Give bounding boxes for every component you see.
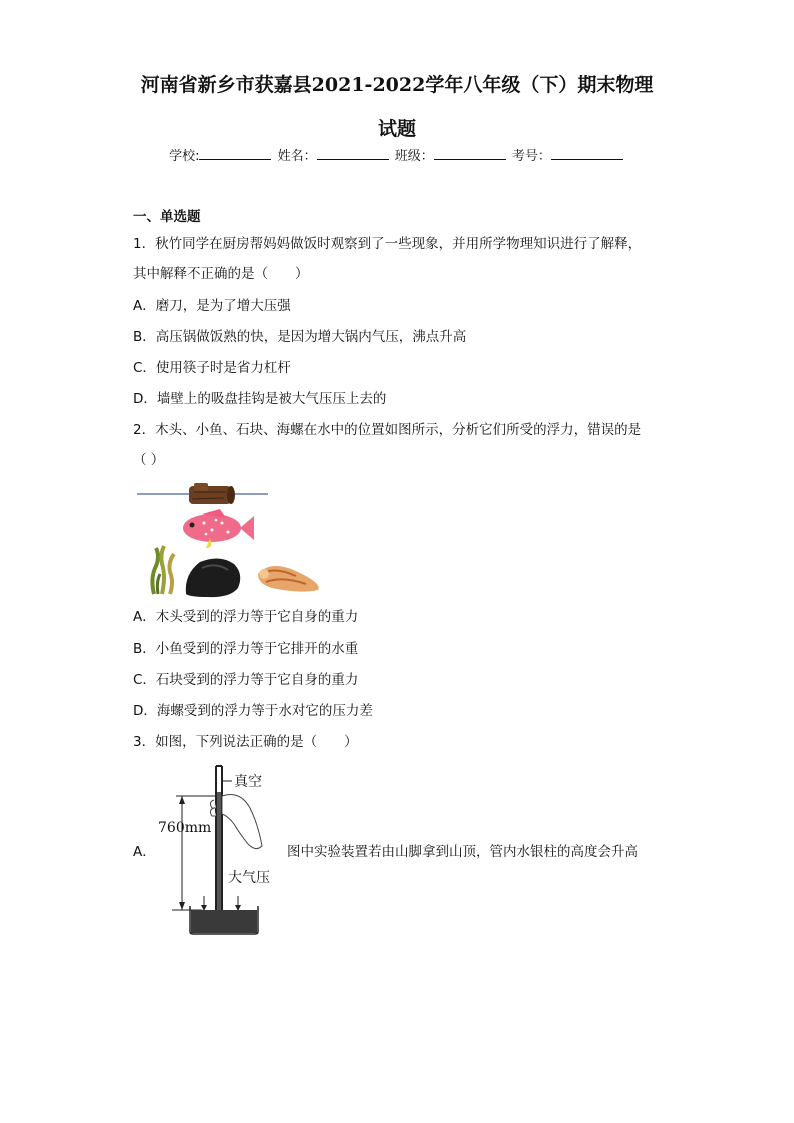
name-blank	[317, 147, 389, 160]
class-blank	[434, 147, 506, 160]
barometer-figure	[150, 760, 280, 938]
school-label: 学校:	[169, 149, 200, 164]
section-heading: 一、单选题	[133, 209, 201, 225]
dish-mercury	[191, 910, 257, 933]
name-label: 姓名：	[277, 149, 317, 164]
page-title-line2: 试题	[377, 118, 416, 140]
stone	[186, 558, 240, 597]
q1-option-d: D．墙壁上的吸盘挂钩是被大气压压上去的	[133, 391, 387, 407]
class-label: 班级：	[394, 149, 434, 164]
q2-option-d: D．海螺受到的浮力等于水对它的压力差	[133, 703, 373, 719]
mercury-column	[217, 792, 221, 916]
number-label: 考号：	[511, 149, 551, 164]
fish	[183, 509, 254, 548]
q3-option-a-text: 图中实验装置若由山脚拿到山顶，管内水银柱的高度会升高	[287, 844, 638, 860]
page-title: 河南省新乡市获嘉县2021-2022学年八年级（下）期末物理	[140, 74, 654, 96]
q2-stem-line1: 2．木头、小鱼、石块、海螺在水中的位置如图所示，分析它们所受的浮力，错误的是	[133, 422, 642, 438]
q1-option-b: B．高压锅做饭熟的快，是因为增大锅内气压，沸点升高	[133, 329, 467, 345]
q1-option-a: A．磨刀，是为了增大压强	[133, 298, 291, 314]
student-info-line	[0, 145, 794, 164]
q2-option-c: C．石块受到的浮力等于它自身的重力	[133, 672, 359, 688]
q1-stem-line2: 其中解释不正确的是（ ）	[133, 266, 309, 282]
q2-option-b: B．小鱼受到的浮力等于它排开的水重	[133, 641, 359, 657]
school-blank	[199, 147, 271, 160]
number-blank	[551, 147, 623, 160]
seaweed	[152, 546, 174, 594]
q2-option-a: A．木头受到的浮力等于它自身的重力	[133, 609, 359, 625]
q1-stem-line1: 1．秋竹同学在厨房帮妈妈做饭时观察到了一些现象，并用所学物理知识进行了解释，	[133, 236, 642, 252]
q1-option-c: C．使用筷子时是省力杠杆	[133, 360, 291, 376]
q3-stem: 3．如图，下列说法正确的是（ ）	[133, 734, 358, 750]
conch-shell	[258, 566, 319, 592]
q3-option-a-label: A．	[133, 844, 156, 860]
buoyancy-figure	[132, 478, 332, 600]
vacuum-label: 真空	[234, 774, 262, 790]
height-label: 760mm	[158, 820, 212, 836]
pressure-label: 大气压	[228, 870, 270, 886]
q2-stem-line2: （ ）	[133, 452, 165, 468]
wood-log	[189, 483, 235, 504]
